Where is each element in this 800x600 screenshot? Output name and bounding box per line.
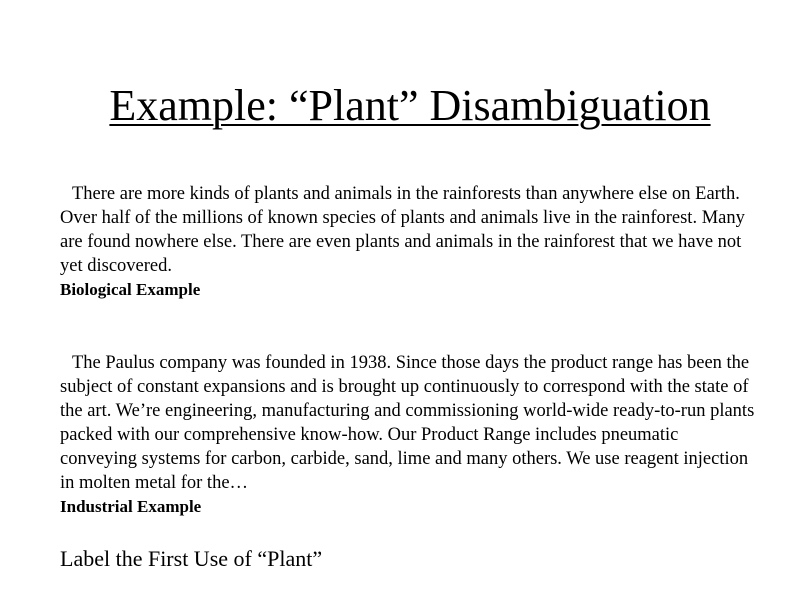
biological-passage [60,182,760,302]
slide-title: Example: “Plant” Disambiguation [109,81,711,130]
biological-passage-text: There are more kinds of plants and animals in the rainforests than anywhere else on Earth. Over half of the millions of known species of plants and animals live in the rainforest. Many are found nowhere else. There are even plants and animals in the rainforest that we have not yet discovered. [60,184,745,276]
industrial-passage-text: The Paulus company was founded in 1938. Since those days the product range has been the subject of constant expansions and is brought up continuously to correspond with the state of the art. We’re engineering, manufacturing and commissioning world-wide ready-to-run plants packed with our comprehensive know-how. Our Product Range includes pneumatic conveying systems for carbon, carbide, sand, lime and many others. We use reagent injection in molten metal for the… [60,353,755,493]
industrial-passage [60,351,760,519]
biological-example-caption: Biological Example [60,280,201,299]
instruction-text: Label the First Use of “Plant” [60,546,323,571]
industrial-example-caption: Industrial Example [60,497,202,516]
